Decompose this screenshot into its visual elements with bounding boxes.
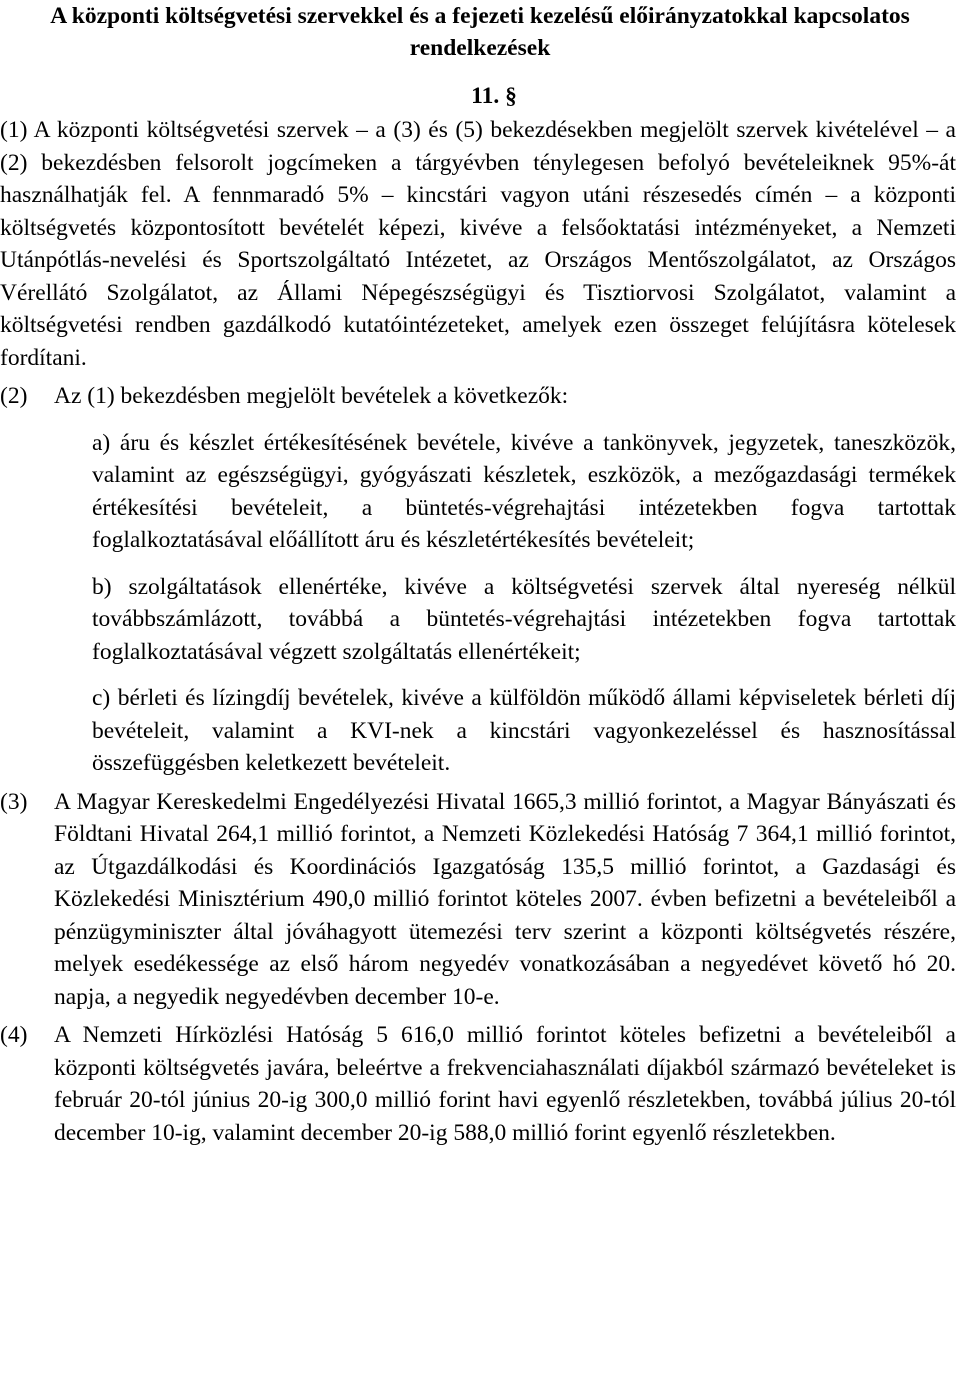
paragraph-3-text: A Magyar Kereskedelmi Engedélyezési Hivatal 1665,3 millió forintot, a Magyar Bányászati és Földtani Hivatal 264,1 millió forintot, a Nemzeti Közlekedési Hatóság 7 364,1 millió forintot, az Útgazdálkodási és Koordinációs Igazgatóság 135,5 millió forintot, a Gazdasági és Közlekedési Minisztérium 490,0 millió forintot köteles 2007. évben befizetni a bevételeiből a pénzügyminiszter által jóváhagyott ütemezési terv szerint a központi költségvetés részére, melyek esedékessége az első három negyedév vonatkozásában a negyedévet követő hó 20. napja, a negyedik negyedévben december 10-e. bbox=[54, 788, 956, 1010]
paragraph-2 bbox=[0, 380, 960, 413]
paragraph-1-text: (1) A központi költségvetési szervek – a (3) és (5) bekezdésekben megjelölt szervek kivételével – a (2) bekezdésben felsorolt jogcímeken a tárgyévben ténylegesen befolyó bevételeiknek 95%-át használhatják fel. A fennmaradó 5% – kincstári vagyon utáni részesedés címén – a központi költségvetés központosított bevételét képezi, kivéve a felsőoktatási intézményeket, a Nemzeti Utánpótlás-nevelési és Sportszolgáltató Intézetet, az Országos Mentőszolgálatot, az Országos Vérellátó Szolgálatot, az Állami Népegészségügyi és Tisztiorvosi Szolgálatot, valamint a költségvetési rendben gazdálkodó kutatóintézeteket, amelyek ezen összeget felújításra kötelesek fordítani. bbox=[0, 117, 956, 371]
document-title: A központi költségvetési szervekkel és a fejezeti kezelésű előirányzatokkal kapcsolatos rendelkezések bbox=[50, 3, 910, 61]
paragraph-3-number: (3) bbox=[0, 788, 28, 815]
paragraph-1 bbox=[0, 114, 960, 374]
list-item-a: a) áru és készlet értékesítésének bevétele, kivéve a tankönyvek, jegyzetek, taneszközök, valamint az egészségügyi, gyógyászati készletek, eszközök, a mezőgazdasági termékek értékesítési bevételeit, a büntetés-végrehajtási intézetekben fogva tartottak foglalkoztatásával előállított áru és készletértékesítés bevételeit; bbox=[92, 429, 956, 553]
paragraph-3 bbox=[0, 786, 960, 1014]
paragraph-4-number: (4) bbox=[0, 1022, 28, 1048]
paragraph-2-list bbox=[0, 427, 960, 780]
paragraph-4-text: A Nemzeti Hírközlési Hatóság 5 616,0 millió forintot köteles befizetni a bevételeiből a központi költségvetés javára, beleértve a frekvenciahasználati díjakból származó bevételeket is február 20-tól június 20-ig 300,0 millió forint havi egyenlő részletekben, továbbá július 20-tól december 10-ig, valamint december 20-ig 588,0 millió forint egyenlő részletekben. bbox=[54, 1022, 956, 1146]
section-number: 11. § bbox=[471, 83, 517, 109]
paragraph-4 bbox=[0, 1019, 960, 1149]
list-item-b: b) szolgáltatások ellenértéke, kivéve a költségvetési szervek által nyereség nélkül továbbszámlázott, továbbá a büntetés-végrehajtási intézetekben fogva tartottak foglalkoztatásával végzett szolgáltatás ellenértékeit; bbox=[92, 573, 956, 665]
paragraph-2-text: Az (1) bekezdésben megjelölt bevételek a következők: bbox=[54, 383, 569, 409]
list-item-c: c) bérleti és lízingdíj bevételek, kivéve a külföldön működő állami képviseletek bérleti díj bevételeit, valamint a KVI-nek a kincstári vagyonkezeléssel és hasznosítással összefüggésben keletkezett bevételeit. bbox=[92, 685, 956, 776]
paragraph-2-number: (2) bbox=[0, 383, 28, 409]
